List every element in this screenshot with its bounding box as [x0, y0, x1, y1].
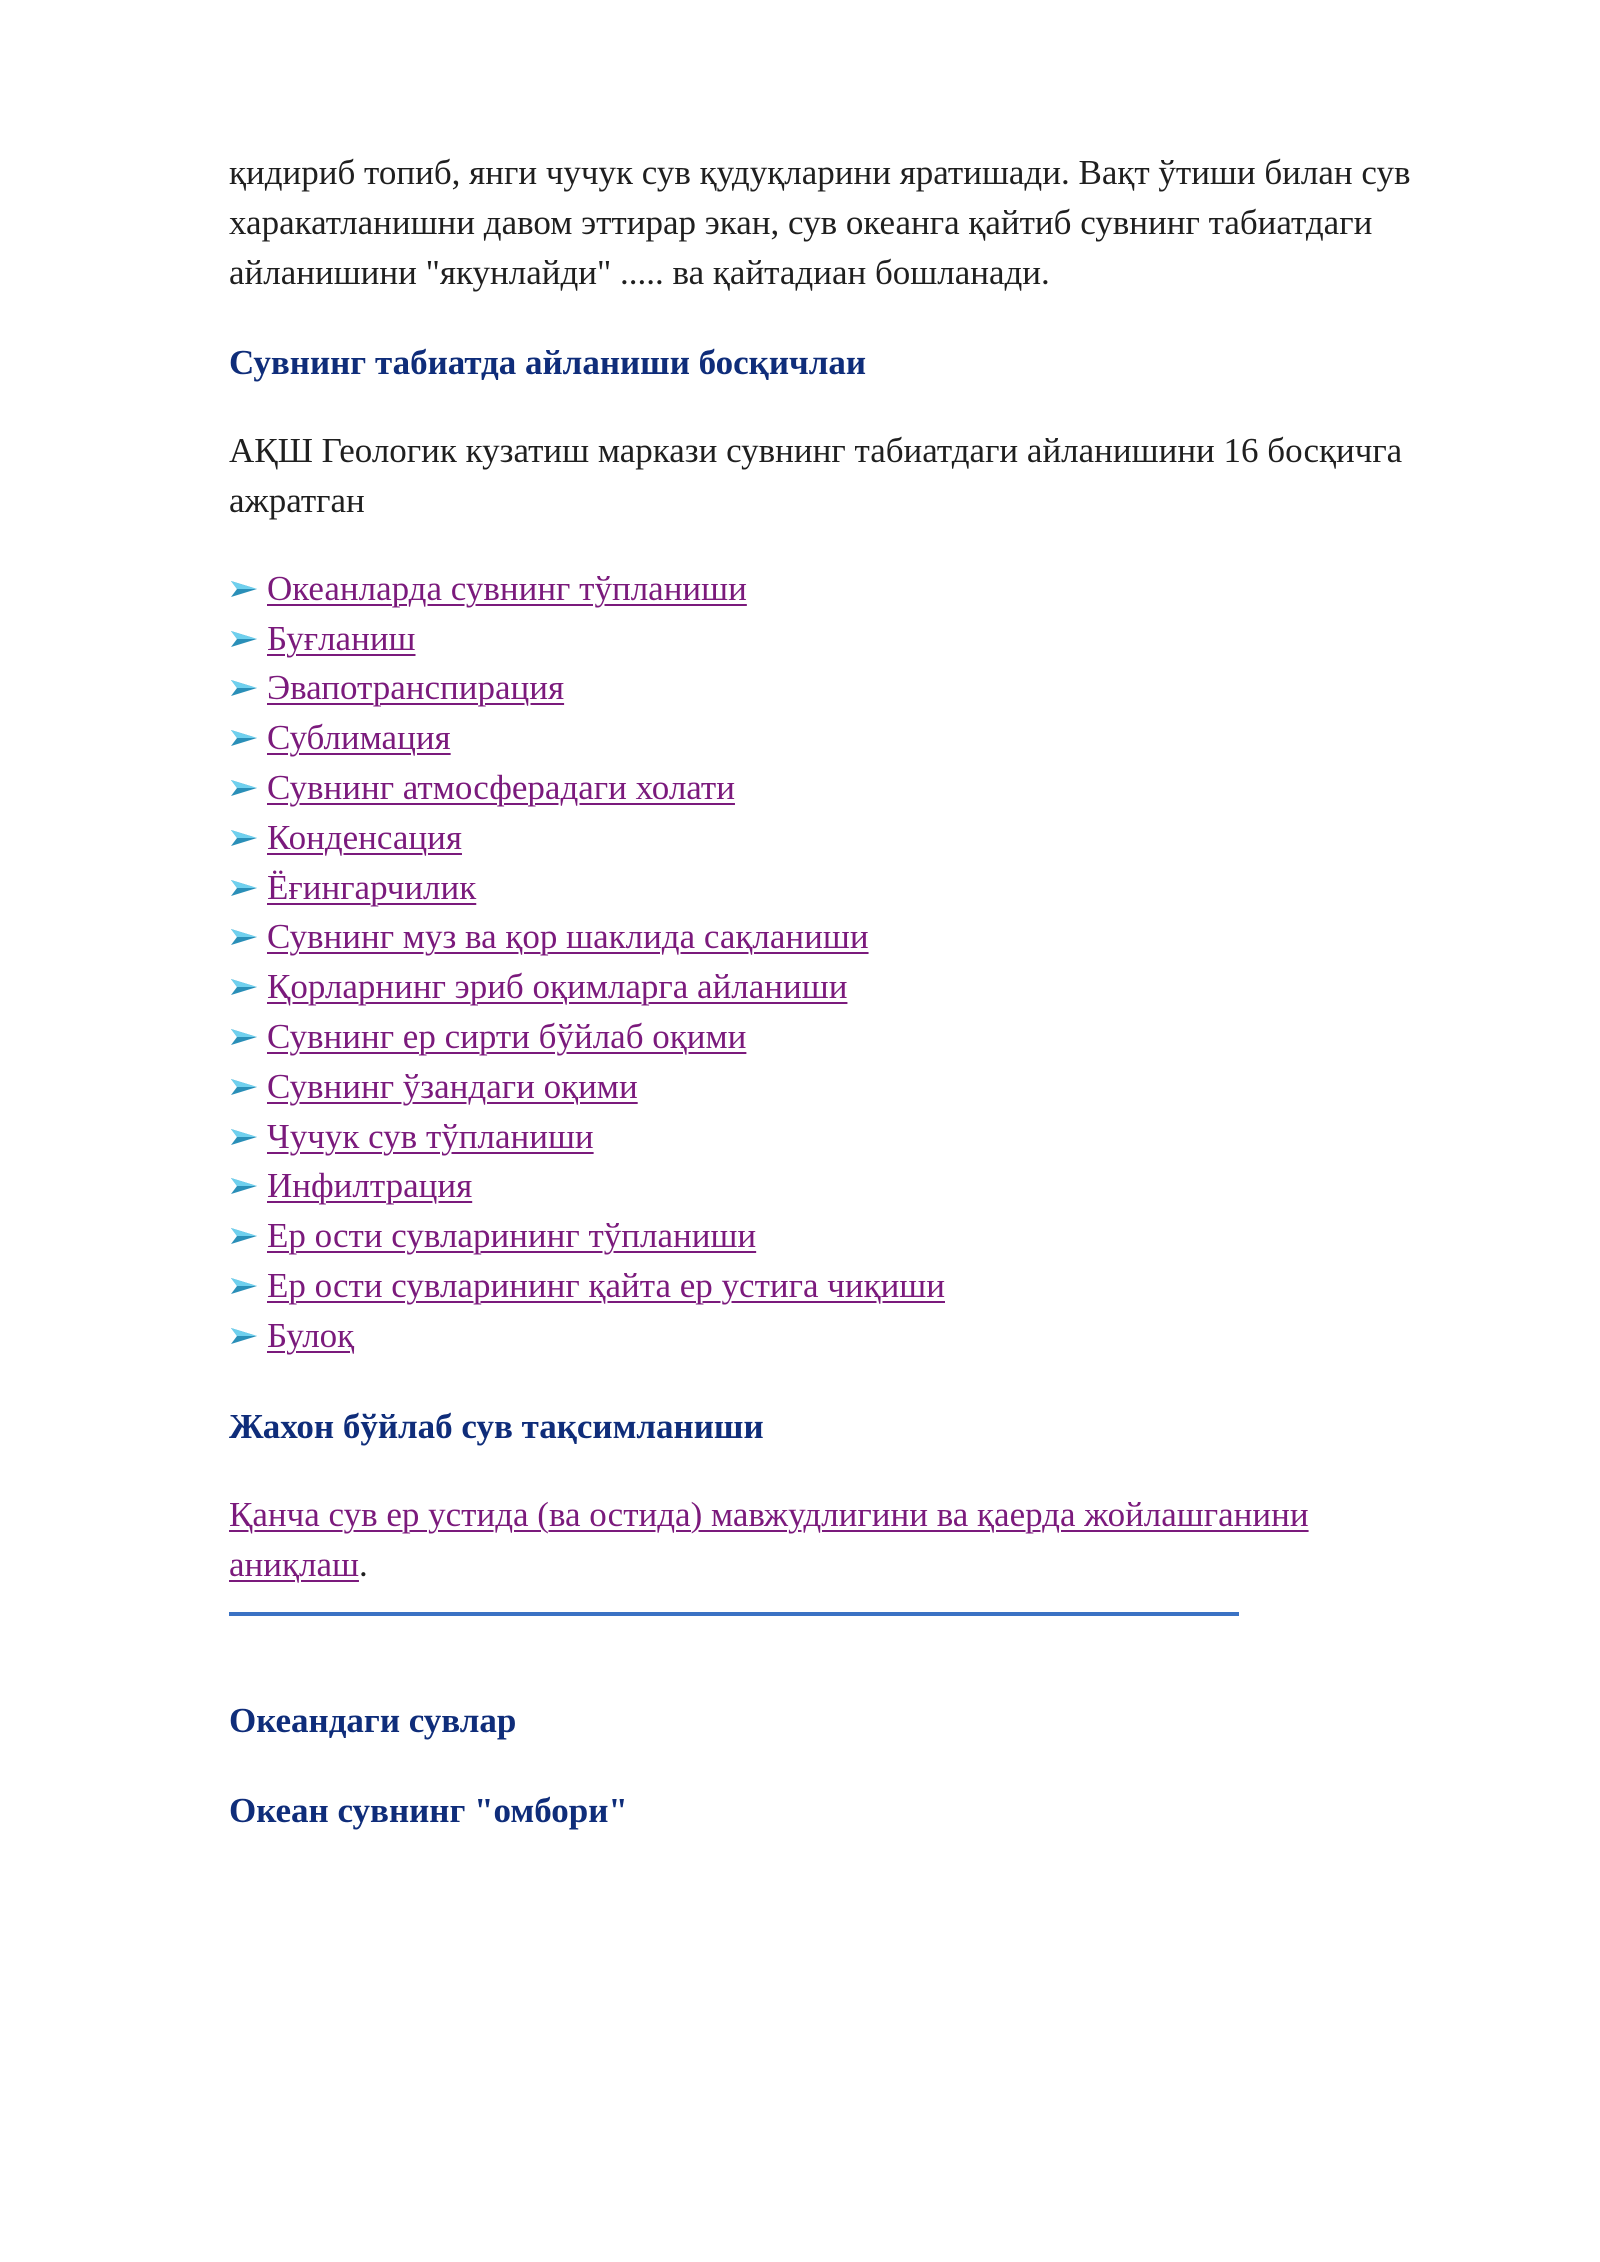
- list-item: [229, 1311, 1449, 1361]
- list-item: [229, 1112, 1449, 1162]
- list-item: [229, 1162, 1449, 1212]
- arrow-bullet-icon: [229, 726, 259, 750]
- section-heading-water-cycle-stages: Сувнинг табиатда айланиши босқичлаи: [229, 343, 867, 382]
- section-heading-ocean-waters: Океандаги сувлар: [229, 1700, 517, 1740]
- arrow-bullet-icon: [229, 1274, 259, 1298]
- step-link-7[interactable]: Ёғингарчилик: [267, 867, 477, 907]
- list-item: [229, 763, 1449, 813]
- list-item: [229, 1012, 1449, 1062]
- arrow-bullet-icon: [229, 1025, 259, 1049]
- arrow-bullet-icon: [229, 975, 259, 999]
- water-cycle-description: АҚШ Геологик кузатиш маркази сувнинг табиатдаги айланишини 16 босқичга ажратган: [229, 431, 1403, 520]
- list-item: [229, 713, 1449, 763]
- water-distribution-link[interactable]: Қанча сув ер устида (ва остида) мавжудлигини ва қаерда жойлашганини аниқлаш: [229, 1494, 1309, 1584]
- step-link-11[interactable]: Сувнинг ўзандаги оқими: [267, 1066, 638, 1106]
- arrow-bullet-icon: [229, 826, 259, 850]
- step-link-4[interactable]: Сублимация: [267, 718, 451, 758]
- list-item: [229, 813, 1449, 863]
- step-link-10[interactable]: Сувнинг ер сирти бўйлаб оқими: [267, 1017, 747, 1057]
- step-link-9[interactable]: Қорларнинг эриб оқимларга айланиши: [267, 967, 848, 1007]
- step-link-16[interactable]: Булоқ: [267, 1315, 355, 1355]
- list-item: [229, 1261, 1449, 1311]
- arrow-bullet-icon: [229, 1125, 259, 1149]
- water-distribution-paragraph: [229, 1490, 1449, 1590]
- step-link-3[interactable]: Эвапотранспирация: [267, 668, 565, 708]
- list-item: [229, 564, 1449, 614]
- list-item: [229, 1062, 1449, 1112]
- water-cycle-steps-list: [229, 564, 1449, 1361]
- list-item: [229, 962, 1449, 1012]
- step-link-12[interactable]: Чучук сув тўпланиши: [267, 1116, 594, 1156]
- step-link-1[interactable]: Океанларда сувнинг тўпланиши: [267, 568, 747, 608]
- list-item: [229, 863, 1449, 913]
- arrow-bullet-icon: [229, 1174, 259, 1198]
- section-heading-world-water-distribution: Жахон бўйлаб сув тақсимланиши: [229, 1406, 764, 1446]
- step-link-6[interactable]: Конденсация: [267, 817, 462, 857]
- horizontal-divider: [229, 1612, 1239, 1616]
- list-item: [229, 664, 1449, 714]
- step-link-14[interactable]: Ер ости сувларининг тўпланиши: [267, 1216, 757, 1256]
- arrow-bullet-icon: [229, 577, 259, 601]
- arrow-bullet-icon: [229, 627, 259, 651]
- arrow-bullet-icon: [229, 1075, 259, 1099]
- arrow-bullet-icon: [229, 925, 259, 949]
- section-heading-ocean-storage: Океан сувнинг "омбори": [229, 1790, 628, 1830]
- arrow-bullet-icon: [229, 776, 259, 800]
- step-link-2[interactable]: Буғланиш: [267, 618, 416, 658]
- document-page: [229, 148, 1449, 1836]
- step-link-15[interactable]: Ер ости сувларининг қайта ер устига чиқиши: [267, 1266, 945, 1306]
- step-link-13[interactable]: Инфилтрация: [267, 1166, 473, 1206]
- list-item: [229, 913, 1449, 963]
- step-link-5[interactable]: Сувнинг атмосферадаги холати: [267, 768, 735, 808]
- list-item: [229, 614, 1449, 664]
- step-link-8[interactable]: Сувнинг муз ва қор шаклида сақланиши: [267, 917, 869, 957]
- arrow-bullet-icon: [229, 876, 259, 900]
- list-item: [229, 1211, 1449, 1261]
- arrow-bullet-icon: [229, 1324, 259, 1348]
- arrow-bullet-icon: [229, 676, 259, 700]
- arrow-bullet-icon: [229, 1224, 259, 1248]
- intro-paragraph: қидириб топиб, янги чучук сув қудуқларини яратишади. Вақт ўтиши билан сув харакатланишни давом эттирар экан, сув океанга қайтиб сувнинг табиатдаги айланишини "якунлайди" ..... ва қайтадиан бошланади.: [229, 153, 1411, 292]
- trailing-period: .: [358, 1544, 368, 1584]
